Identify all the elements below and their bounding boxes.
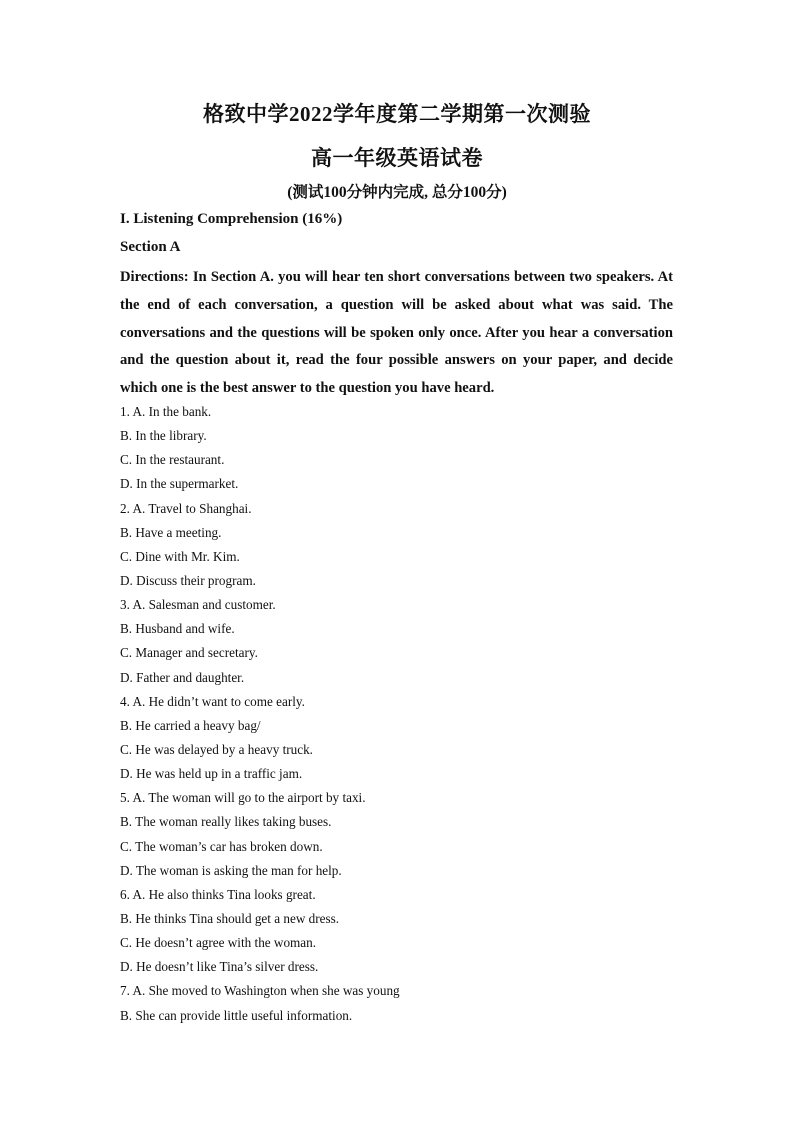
option-line: D. In the supermarket. [120, 476, 239, 492]
option-line: D. Discuss their program. [120, 572, 256, 588]
option-line: B. He thinks Tina should get a new dress. [120, 910, 340, 926]
option-line: B. He carried a heavy bag/ [120, 717, 261, 733]
option-line: 1. A. In the bank. [120, 404, 212, 419]
option-line: C. He doesn’t agree with the woman. [120, 935, 317, 951]
directions-paragraph: Directions: In Section A. you will hear ten short conversations between two speakers. At the end of each conversation, a question will be asked about what was said. The conversations and the questions will be spoken only once. After you hear a conversation and the question about it, read the four possible answers on your paper, and decide which one is the best answer to the question you have heard. [120, 269, 673, 397]
option-line: C. He was delayed by a heavy truck. [120, 741, 313, 757]
option-line: D. The woman is asking the man for help. [120, 862, 342, 878]
option-line: B. She can provide little useful information. [120, 1007, 353, 1023]
question-options-list [120, 400, 400, 1028]
option-line: B. In the library. [120, 428, 207, 444]
option-line: B. Have a meeting. [120, 524, 222, 540]
option-line: 4. A. He didn’t want to come early. [120, 693, 305, 709]
option-line: C. In the restaurant. [120, 452, 225, 468]
option-line: D. He doesn’t like Tina’s silver dress. [120, 959, 319, 975]
option-line: 7. A. She moved to Washington when she was young [120, 983, 400, 999]
exam-subtitle-grade: 高一年级英语试卷 [311, 146, 483, 170]
option-line: C. Dine with Mr. Kim. [120, 548, 240, 564]
option-line: D. Father and daughter. [120, 669, 245, 685]
option-line: 3. A. Salesman and customer. [120, 597, 276, 613]
section-sub-heading: Section A [120, 239, 181, 255]
option-line: C. Manager and secretary. [120, 645, 258, 661]
option-line: B. Husband and wife. [120, 621, 235, 637]
option-line: 5. A. The woman will go to the airport by taxi. [120, 790, 366, 806]
exam-time-score: (测试100分钟内完成, 总分100分) [287, 184, 507, 201]
option-line: C. The woman’s car has broken down. [120, 838, 323, 854]
section-heading: I. Listening Comprehension (16%) [120, 211, 343, 227]
option-line: 2. A. Travel to Shanghai. [120, 500, 252, 516]
option-line: D. He was held up in a traffic jam. [120, 766, 303, 782]
option-line: B. The woman really likes taking buses. [120, 814, 332, 830]
exam-title: 格致中学2022学年度第二学期第一次测验 [203, 102, 591, 126]
option-line: 6. A. He also thinks Tina looks great. [120, 886, 316, 902]
